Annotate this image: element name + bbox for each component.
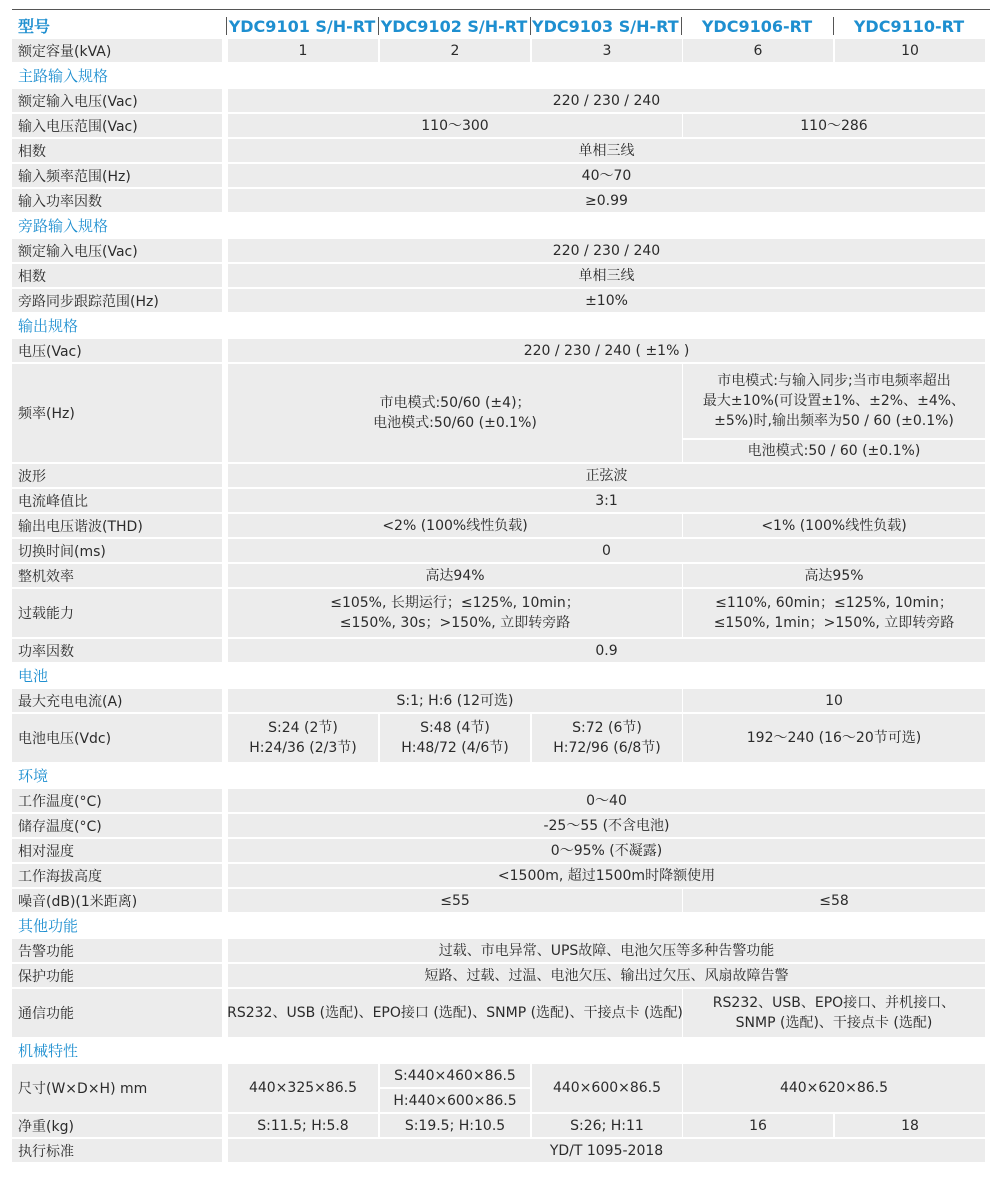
spec-row bbox=[0, 889, 1000, 914]
row-label: 波形 bbox=[12, 464, 222, 487]
cell-text-line: ≤150%, 30s；>150%, 立即转旁路 bbox=[339, 615, 571, 631]
value-cell bbox=[532, 1114, 682, 1137]
cell-text-line: 18 bbox=[901, 1117, 919, 1134]
cell-text-line: S:440×460×86.5 bbox=[394, 1067, 516, 1084]
cell-text-line: 高达94% bbox=[425, 567, 485, 584]
spec-row bbox=[0, 464, 1000, 489]
row-label: 频率(Hz) bbox=[12, 364, 222, 462]
value-cell bbox=[532, 39, 682, 62]
spec-row bbox=[0, 589, 1000, 639]
cell-text-line: 16 bbox=[749, 1117, 767, 1134]
row-label: 相数 bbox=[12, 139, 222, 162]
row-label: 噪音(dB)(1米距离) bbox=[12, 889, 222, 912]
cell-text-line: 市电模式:与输入同步;当市电频率超出 bbox=[717, 373, 951, 389]
row-label: 电压(Vac) bbox=[12, 339, 222, 362]
value-cell bbox=[683, 689, 985, 712]
section-row bbox=[0, 914, 1000, 939]
spec-row bbox=[0, 1114, 1000, 1139]
value-cell bbox=[228, 839, 985, 862]
value-cell bbox=[228, 714, 378, 762]
cell-text-line: 电池模式:50/60 (±0.1%) bbox=[373, 415, 537, 431]
cell-text-line: RS232、USB、EPO接口、并机接口、 bbox=[712, 995, 956, 1011]
row-label: 输出电压谐波(THD) bbox=[12, 514, 222, 537]
cell-text-line: 单相三线 bbox=[578, 267, 635, 284]
cell-text-line: 短路、过载、过温、电池欠压、输出过欠压、风扇故障告警 bbox=[424, 967, 789, 984]
header-separator bbox=[378, 17, 379, 35]
cell-text-line: 正弦波 bbox=[585, 467, 628, 484]
cell-text-line: H:72/96 (6/8节) bbox=[553, 740, 661, 756]
cell-text-line: 220 / 230 / 240 ( ±1% ) bbox=[523, 342, 690, 359]
spec-row bbox=[0, 1064, 1000, 1114]
row-label: 功率因数 bbox=[12, 639, 222, 662]
row-label: 过载能力 bbox=[12, 589, 222, 637]
cell-text-line: YD/T 1095-2018 bbox=[549, 1142, 664, 1159]
cell-text-line: H:48/72 (4/6节) bbox=[401, 740, 509, 756]
row-label: 旁路同步跟踪范围(Hz) bbox=[12, 289, 222, 312]
value-cell bbox=[228, 114, 682, 137]
cell-text-line: 10 bbox=[825, 692, 843, 709]
value-cell bbox=[835, 1114, 985, 1137]
value-cell bbox=[683, 1064, 985, 1112]
spec-row bbox=[0, 89, 1000, 114]
spec-row bbox=[0, 239, 1000, 264]
cell-text-line: ±10% bbox=[585, 292, 628, 309]
value-cell bbox=[683, 39, 833, 62]
cell-text-line: 220 / 230 / 240 bbox=[552, 92, 661, 109]
spec-row bbox=[0, 864, 1000, 889]
section-row bbox=[0, 764, 1000, 789]
model-ydc9103: YDC9103 S/H-RT bbox=[532, 17, 679, 36]
row-label: 输入功率因数 bbox=[12, 189, 222, 212]
value-cell bbox=[228, 514, 682, 537]
spec-row bbox=[0, 964, 1000, 989]
value-cell bbox=[228, 189, 985, 212]
spec-row bbox=[0, 714, 1000, 764]
row-label: 输入频率范围(Hz) bbox=[12, 164, 222, 187]
value-cell bbox=[228, 564, 682, 587]
value-cell bbox=[683, 114, 985, 137]
spec-row bbox=[0, 189, 1000, 214]
row-label: 最大充电电流(A) bbox=[12, 689, 222, 712]
value-cell bbox=[683, 364, 985, 438]
model-ydc9102: YDC9102 S/H-RT bbox=[380, 17, 528, 36]
row-label: 告警功能 bbox=[12, 939, 222, 962]
cell-text-line: 过载、市电异常、UPS故障、电池欠压等多种告警功能 bbox=[438, 942, 775, 959]
section-title: 电池 bbox=[18, 667, 49, 685]
cell-text-line: S:24 (2节) bbox=[268, 720, 338, 736]
value-cell bbox=[228, 264, 985, 287]
cell-text-line: 0 bbox=[602, 542, 611, 559]
value-cell bbox=[228, 789, 985, 812]
value-cell bbox=[835, 39, 985, 62]
value-cell bbox=[683, 564, 985, 587]
spec-row bbox=[0, 639, 1000, 664]
cell-text-line: 10 bbox=[901, 42, 919, 59]
row-label: 整机效率 bbox=[12, 564, 222, 587]
value-cell bbox=[683, 589, 985, 637]
spec-row bbox=[0, 814, 1000, 839]
value-cell bbox=[532, 1064, 682, 1112]
spec-row bbox=[0, 789, 1000, 814]
value-cell bbox=[683, 889, 985, 912]
header-separator bbox=[226, 17, 227, 35]
value-cell bbox=[380, 1064, 530, 1087]
cell-text-line: 40～70 bbox=[581, 167, 632, 184]
cell-text-line: 6 bbox=[753, 42, 763, 59]
model-header-label: 型号 bbox=[18, 17, 51, 36]
cell-text-line: H:24/36 (2/3节) bbox=[249, 740, 357, 756]
cell-text-line: 440×620×86.5 bbox=[779, 1080, 889, 1096]
cell-text-line: ≤55 bbox=[440, 892, 470, 909]
spec-row bbox=[0, 139, 1000, 164]
value-cell bbox=[228, 239, 985, 262]
section-row bbox=[0, 214, 1000, 239]
cell-text-line: 440×600×86.5 bbox=[552, 1080, 662, 1096]
cell-text-line: 最大±10%(可设置±1%、±2%、±4%、 bbox=[702, 393, 966, 409]
cell-text-line: ≤110%, 60min；≤125%, 10min； bbox=[715, 595, 953, 611]
cell-text-line: <2% (100%线性负载) bbox=[382, 517, 528, 534]
spec-row bbox=[0, 1139, 1000, 1164]
value-cell bbox=[228, 489, 985, 512]
cell-text-line: 2 bbox=[450, 42, 460, 59]
header-separator bbox=[833, 17, 834, 35]
cell-text-line: 高达95% bbox=[804, 567, 864, 584]
value-cell bbox=[228, 39, 378, 62]
cell-text-line: 0～40 bbox=[586, 792, 627, 809]
cell-text-line: H:440×600×86.5 bbox=[393, 1092, 517, 1109]
spec-row bbox=[0, 289, 1000, 314]
row-label: 尺寸(W×D×H) mm bbox=[12, 1064, 222, 1112]
spec-row bbox=[0, 164, 1000, 189]
value-cell bbox=[228, 139, 985, 162]
value-cell bbox=[228, 814, 985, 837]
cell-text-line: ≤150%, 1min；>150%, 立即转旁路 bbox=[713, 615, 955, 631]
cell-text-line: <1500m, 超过1500m时降额使用 bbox=[497, 867, 716, 884]
cell-text-line: ≤105%, 长期运行；≤125%, 10min； bbox=[330, 595, 580, 611]
model-ydc9110: YDC9110-RT bbox=[853, 17, 965, 36]
cell-text-line: -25～55 (不含电池) bbox=[543, 817, 670, 834]
top-rule bbox=[12, 9, 990, 10]
section-title: 其他功能 bbox=[18, 917, 79, 935]
row-label: 工作温度(°C) bbox=[12, 789, 222, 812]
cell-text-line: 3:1 bbox=[595, 492, 618, 509]
spec-row bbox=[0, 114, 1000, 139]
spec-row bbox=[0, 364, 1000, 464]
value-cell bbox=[380, 714, 530, 762]
section-row bbox=[0, 314, 1000, 339]
value-cell bbox=[228, 464, 985, 487]
row-label: 工作海拔高度 bbox=[12, 864, 222, 887]
value-cell bbox=[532, 714, 682, 762]
cell-text-line: <1% (100%线性负载) bbox=[761, 517, 907, 534]
spec-row bbox=[0, 489, 1000, 514]
value-cell bbox=[228, 864, 985, 887]
value-cell bbox=[228, 989, 682, 1037]
value-cell bbox=[380, 1114, 530, 1137]
value-cell bbox=[380, 1089, 530, 1112]
value-cell bbox=[228, 1114, 378, 1137]
row-label: 额定输入电压(Vac) bbox=[12, 89, 222, 112]
row-label: 储存温度(°C) bbox=[12, 814, 222, 837]
spec-row bbox=[0, 839, 1000, 864]
model-ydc9106: YDC9106-RT bbox=[701, 17, 813, 36]
cell-text-line: S:48 (4节) bbox=[420, 720, 490, 736]
cell-text-line: 1 bbox=[298, 42, 308, 59]
cell-text-line: S:1; H:6 (12可选) bbox=[396, 692, 514, 709]
value-cell bbox=[228, 164, 985, 187]
value-cell bbox=[228, 1064, 378, 1112]
spec-row bbox=[0, 939, 1000, 964]
cell-text-line: 3 bbox=[602, 42, 612, 59]
value-cell bbox=[683, 714, 985, 762]
row-label: 切换时间(ms) bbox=[12, 539, 222, 562]
value-cell bbox=[228, 589, 682, 637]
cell-text-line: S:11.5; H:5.8 bbox=[257, 1117, 349, 1134]
cell-text-line: 220 / 230 / 240 bbox=[552, 242, 661, 259]
section-title: 输出规格 bbox=[18, 317, 79, 335]
section-title: 环境 bbox=[18, 767, 49, 785]
row-label: 额定输入电压(Vac) bbox=[12, 239, 222, 262]
value-cell bbox=[228, 539, 985, 562]
cell-text-line: SNMP (选配)、干接点卡 (选配) bbox=[735, 1015, 933, 1031]
cell-text-line: 单相三线 bbox=[578, 142, 635, 159]
row-label: 输入电压范围(Vac) bbox=[12, 114, 222, 137]
spec-row bbox=[0, 564, 1000, 589]
section-row bbox=[0, 64, 1000, 89]
value-cell bbox=[228, 364, 682, 462]
value-cell bbox=[228, 939, 985, 962]
cell-text-line: 110～300 bbox=[421, 117, 489, 134]
row-label: 净重(kg) bbox=[12, 1114, 222, 1137]
value-cell bbox=[683, 514, 985, 537]
row-label: 额定容量(kVA) bbox=[12, 39, 222, 62]
spec-row bbox=[0, 989, 1000, 1039]
value-cell bbox=[228, 1139, 985, 1162]
cell-text-line: RS232、USB (选配)、EPO接口 (选配)、SNMP (选配)、干接点卡 (选配) bbox=[227, 1005, 683, 1021]
cell-text-line: 0.9 bbox=[595, 642, 618, 659]
section-title: 主路输入规格 bbox=[18, 67, 109, 85]
model-ydc9101: YDC9101 S/H-RT bbox=[228, 17, 376, 36]
value-cell bbox=[683, 989, 985, 1037]
cell-text-line: ≤58 bbox=[819, 892, 849, 909]
header-separator bbox=[530, 17, 531, 35]
row-label: 通信功能 bbox=[12, 989, 222, 1037]
value-cell bbox=[228, 689, 682, 712]
spec-row bbox=[0, 39, 1000, 64]
spec-row bbox=[0, 539, 1000, 564]
value-cell bbox=[683, 1114, 833, 1137]
value-cell bbox=[228, 964, 985, 987]
cell-text-line: 192～240 (16～20节可选) bbox=[746, 730, 922, 746]
spec-row bbox=[0, 689, 1000, 714]
cell-text-line: ≥0.99 bbox=[585, 192, 628, 209]
row-label: 相对湿度 bbox=[12, 839, 222, 862]
value-cell bbox=[683, 440, 985, 462]
cell-text-line: S:72 (6节) bbox=[572, 720, 642, 736]
spec-row bbox=[0, 264, 1000, 289]
value-cell bbox=[228, 289, 985, 312]
spec-row bbox=[0, 339, 1000, 364]
value-cell bbox=[380, 39, 530, 62]
cell-text-line: 440×325×86.5 bbox=[248, 1080, 358, 1096]
section-title: 机械特性 bbox=[18, 1042, 79, 1060]
cell-text-line: 110～286 bbox=[800, 117, 868, 134]
value-cell bbox=[228, 889, 682, 912]
cell-text-line: S:26; H:11 bbox=[570, 1117, 644, 1134]
cell-text-line: 0～95% (不凝露) bbox=[550, 842, 663, 859]
section-row bbox=[0, 664, 1000, 689]
row-label: 执行标准 bbox=[12, 1139, 222, 1162]
cell-text-line: S:19.5; H:10.5 bbox=[404, 1117, 506, 1134]
section-row bbox=[0, 1039, 1000, 1064]
cell-text-line: 市电模式:50/60 (±4)； bbox=[379, 395, 531, 411]
spec-row bbox=[0, 514, 1000, 539]
cell-text-line: 电池模式:50 / 60 (±0.1%) bbox=[747, 443, 921, 459]
header-separator bbox=[681, 17, 682, 35]
row-label: 电池电压(Vdc) bbox=[12, 714, 222, 762]
row-label: 保护功能 bbox=[12, 964, 222, 987]
value-cell bbox=[228, 89, 985, 112]
value-cell bbox=[228, 339, 985, 362]
cell-text-line: ±5%)时,输出频率为50 / 60 (±0.1%) bbox=[714, 413, 954, 429]
row-label: 相数 bbox=[12, 264, 222, 287]
value-cell bbox=[228, 639, 985, 662]
row-label: 电流峰值比 bbox=[12, 489, 222, 512]
section-title: 旁路输入规格 bbox=[18, 217, 109, 235]
